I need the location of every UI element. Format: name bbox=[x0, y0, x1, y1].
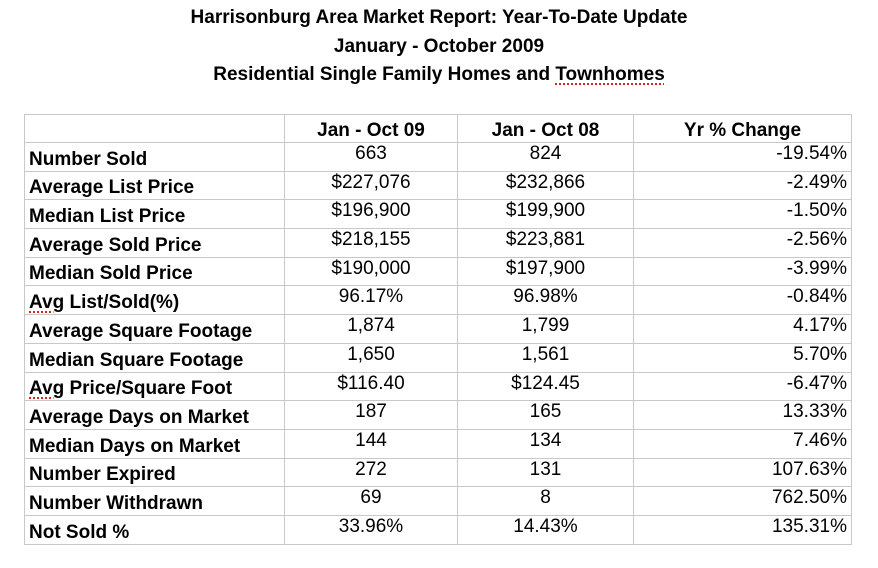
value-2008-cell[interactable]: 14.43% bbox=[458, 515, 634, 544]
value-2008-cell[interactable]: 134 bbox=[458, 429, 634, 458]
value-2009-cell[interactable]: 144 bbox=[285, 429, 458, 458]
market-report-table bbox=[24, 114, 852, 545]
value-2008-cell[interactable]: 1,799 bbox=[458, 315, 634, 344]
table-row bbox=[25, 487, 852, 516]
metric-label-cell[interactable]: Average Square Footage bbox=[25, 315, 285, 344]
metric-label-cell[interactable]: Number Expired bbox=[25, 458, 285, 487]
value-2008-cell[interactable]: $124.45 bbox=[458, 372, 634, 401]
metric-flagged-word: Avg bbox=[29, 292, 65, 314]
header-jan-oct-08[interactable]: Jan - Oct 08 bbox=[458, 115, 634, 143]
metric-label-cell[interactable]: Median List Price bbox=[25, 200, 285, 229]
yr-change-cell[interactable]: -2.49% bbox=[634, 171, 852, 200]
report-period: January - October 2009 bbox=[333, 35, 545, 57]
yr-change-cell[interactable]: 7.46% bbox=[634, 429, 852, 458]
value-2008-cell[interactable]: $197,900 bbox=[458, 257, 634, 286]
value-2009-cell[interactable]: $196,900 bbox=[285, 200, 458, 229]
table-row bbox=[25, 515, 852, 544]
yr-change-cell[interactable]: 135.31% bbox=[634, 515, 852, 544]
value-2009-cell[interactable]: 96.17% bbox=[285, 286, 458, 315]
report-subtitle-prefix: Residential Single Family Homes and bbox=[213, 64, 556, 85]
value-2009-cell[interactable]: $227,076 bbox=[285, 171, 458, 200]
value-2008-cell[interactable]: 165 bbox=[458, 401, 634, 430]
table-row bbox=[25, 229, 852, 258]
header-corner-cell[interactable] bbox=[25, 115, 285, 143]
value-2008-cell[interactable]: $232,866 bbox=[458, 171, 634, 200]
yr-change-cell[interactable]: 107.63% bbox=[634, 458, 852, 487]
yr-change-cell[interactable]: -0.84% bbox=[634, 286, 852, 315]
report-header bbox=[0, 4, 878, 90]
report-title: Harrisonburg Area Market Report: Year-To-Date Update bbox=[190, 7, 688, 28]
table-row bbox=[25, 143, 852, 172]
report-subtitle bbox=[0, 61, 878, 90]
table-header bbox=[25, 115, 852, 143]
yr-change-cell[interactable]: -1.50% bbox=[634, 200, 852, 229]
value-2009-cell[interactable]: $190,000 bbox=[285, 257, 458, 286]
yr-change-cell[interactable]: -19.54% bbox=[634, 143, 852, 172]
value-2009-cell[interactable]: 1,874 bbox=[285, 315, 458, 344]
value-2009-cell[interactable]: 187 bbox=[285, 401, 458, 430]
metric-label-cell[interactable]: Average List Price bbox=[25, 171, 285, 200]
metric-label-cell[interactable] bbox=[25, 286, 285, 315]
metric-label-rest: Price/Square Foot bbox=[64, 378, 233, 400]
table-row bbox=[25, 429, 852, 458]
metric-label-cell[interactable]: Median Square Footage bbox=[25, 343, 285, 372]
metric-label-cell[interactable] bbox=[25, 372, 285, 401]
value-2009-cell[interactable]: $116.40 bbox=[285, 372, 458, 401]
yr-change-cell[interactable]: 762.50% bbox=[634, 487, 852, 516]
header-jan-oct-09[interactable]: Jan - Oct 09 bbox=[285, 115, 458, 143]
value-2009-cell[interactable]: 1,650 bbox=[285, 343, 458, 372]
yr-change-cell[interactable]: -3.99% bbox=[634, 257, 852, 286]
report-subtitle-flagged-word: Townhomes bbox=[555, 64, 665, 85]
metric-label-cell[interactable]: Number Withdrawn bbox=[25, 487, 285, 516]
table-row bbox=[25, 315, 852, 344]
table-row bbox=[25, 171, 852, 200]
metric-label-cell[interactable]: Not Sold % bbox=[25, 515, 285, 544]
value-2008-cell[interactable]: 8 bbox=[458, 487, 634, 516]
value-2008-cell[interactable]: 96.98% bbox=[458, 286, 634, 315]
header-yr-change[interactable]: Yr % Change bbox=[634, 115, 852, 143]
value-2008-cell[interactable]: $223,881 bbox=[458, 229, 634, 258]
value-2009-cell[interactable]: $218,155 bbox=[285, 229, 458, 258]
value-2008-cell[interactable]: 1,561 bbox=[458, 343, 634, 372]
yr-change-cell[interactable]: 5.70% bbox=[634, 343, 852, 372]
table-body bbox=[25, 143, 852, 545]
metric-label-cell[interactable]: Average Days on Market bbox=[25, 401, 285, 430]
table-row bbox=[25, 343, 852, 372]
table-row bbox=[25, 372, 852, 401]
metric-flagged-word: Avg bbox=[29, 378, 65, 400]
value-2009-cell[interactable]: 272 bbox=[285, 458, 458, 487]
metric-label-cell[interactable]: Number Sold bbox=[25, 143, 285, 172]
table-row bbox=[25, 401, 852, 430]
value-2009-cell[interactable]: 69 bbox=[285, 487, 458, 516]
yr-change-cell[interactable]: -6.47% bbox=[634, 372, 852, 401]
value-2008-cell[interactable]: 824 bbox=[458, 143, 634, 172]
table-row bbox=[25, 200, 852, 229]
metric-label-rest: List/Sold(%) bbox=[64, 292, 180, 314]
value-2008-cell[interactable]: 131 bbox=[458, 458, 634, 487]
table-row bbox=[25, 257, 852, 286]
header-row bbox=[25, 115, 852, 143]
metric-label-cell[interactable]: Median Sold Price bbox=[25, 257, 285, 286]
metric-label-cell[interactable]: Median Days on Market bbox=[25, 429, 285, 458]
value-2009-cell[interactable]: 33.96% bbox=[285, 515, 458, 544]
metric-label-cell[interactable]: Average Sold Price bbox=[25, 229, 285, 258]
yr-change-cell[interactable]: 4.17% bbox=[634, 315, 852, 344]
value-2008-cell[interactable]: $199,900 bbox=[458, 200, 634, 229]
table-row bbox=[25, 458, 852, 487]
yr-change-cell[interactable]: -2.56% bbox=[634, 229, 852, 258]
table-row bbox=[25, 286, 852, 315]
yr-change-cell[interactable]: 13.33% bbox=[634, 401, 852, 430]
value-2009-cell[interactable]: 663 bbox=[285, 143, 458, 172]
